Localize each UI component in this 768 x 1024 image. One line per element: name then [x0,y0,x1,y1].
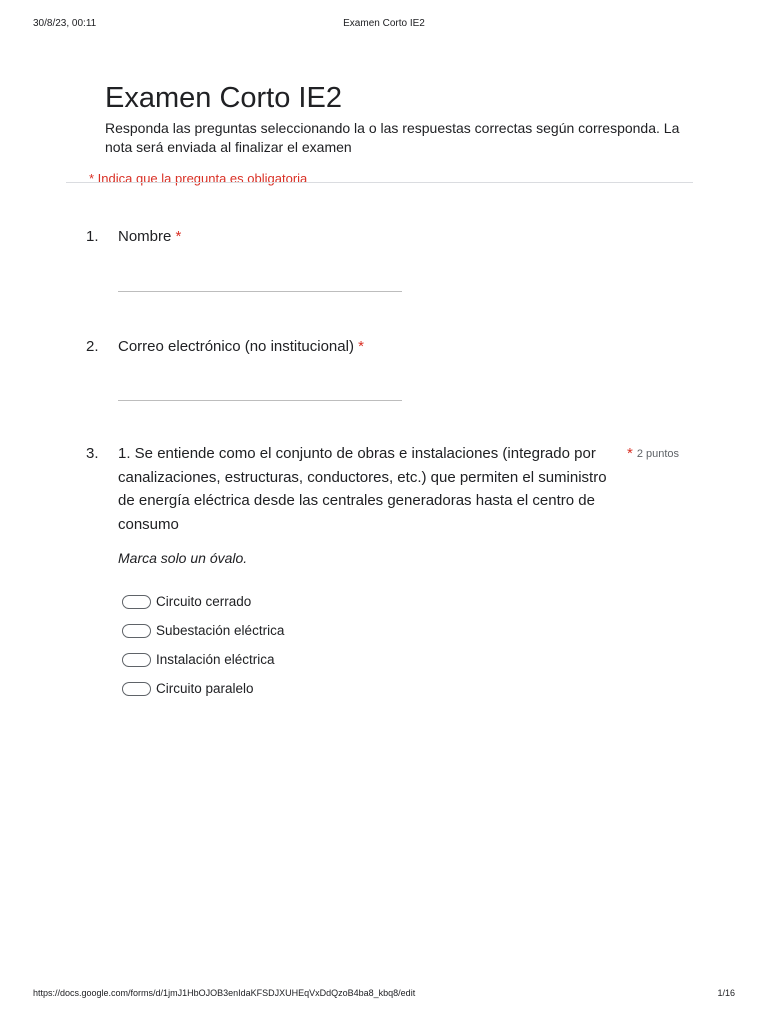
correo-input[interactable] [118,400,402,401]
print-date: 30/8/23, 00:11 [33,18,97,29]
print-title: Examen Corto IE2 [343,18,425,29]
print-header [33,18,735,32]
header-divider [66,182,693,183]
radio-oval[interactable] [122,653,151,667]
option-circuito-paralelo[interactable] [122,674,284,703]
question-title-text: Nombre [118,228,172,245]
required-star: * [627,445,633,462]
points-label: 2 puntos [636,448,680,460]
radio-oval[interactable] [122,595,151,609]
page-number: 1/16 [717,988,735,998]
question-instruction: Marca solo un óvalo. [118,550,248,566]
print-footer [33,988,735,1002]
option-subestacion-electrica[interactable] [122,616,284,645]
required-note: * Indica que la pregunta es obligatoria [89,171,308,186]
question-title: 1. Se entiende como el conjunto de obras e instalaciones (integrado por canalizaciones, estructuras, conductores, etc.) que permiten el suministro de energía eléctrica desde las centrales generadoras hasta el centro de consumo [118,445,607,533]
question-title [118,335,364,358]
required-star: * [358,338,364,355]
option-label: Subestación eléctrica [156,622,285,638]
question-nombre [86,225,686,295]
question-points [627,442,679,466]
question-title-text: Correo electrónico (no institucional) [118,338,354,355]
option-circuito-cerrado[interactable] [122,587,284,616]
question-3 [86,442,686,712]
option-label: Instalación eléctrica [156,651,275,667]
question-number: 1. [86,228,99,245]
radio-oval[interactable] [122,624,151,638]
radio-oval[interactable] [122,682,151,696]
question-number: 3. [86,445,99,462]
footer-url: https://docs.google.com/forms/d/1jmJ1HbOJOB3enIdaKFSDJXUHEqVxDdQzoB4ba8_kbq8/edit [33,988,416,998]
option-instalacion-electrica[interactable] [122,645,284,674]
required-star: * [175,228,182,245]
form-title: Examen Corto IE2 [105,82,342,114]
form-description: Responda las preguntas seleccionando la o las respuestas correctas según corresponda. La nota será enviada al finalizar el examen [105,120,680,155]
question-title [118,225,181,248]
option-list [122,587,284,703]
question-number: 2. [86,338,99,355]
nombre-input[interactable] [118,291,402,292]
question-correo [86,335,686,405]
option-label: Circuito cerrado [156,593,252,609]
option-label: Circuito paralelo [156,680,254,696]
